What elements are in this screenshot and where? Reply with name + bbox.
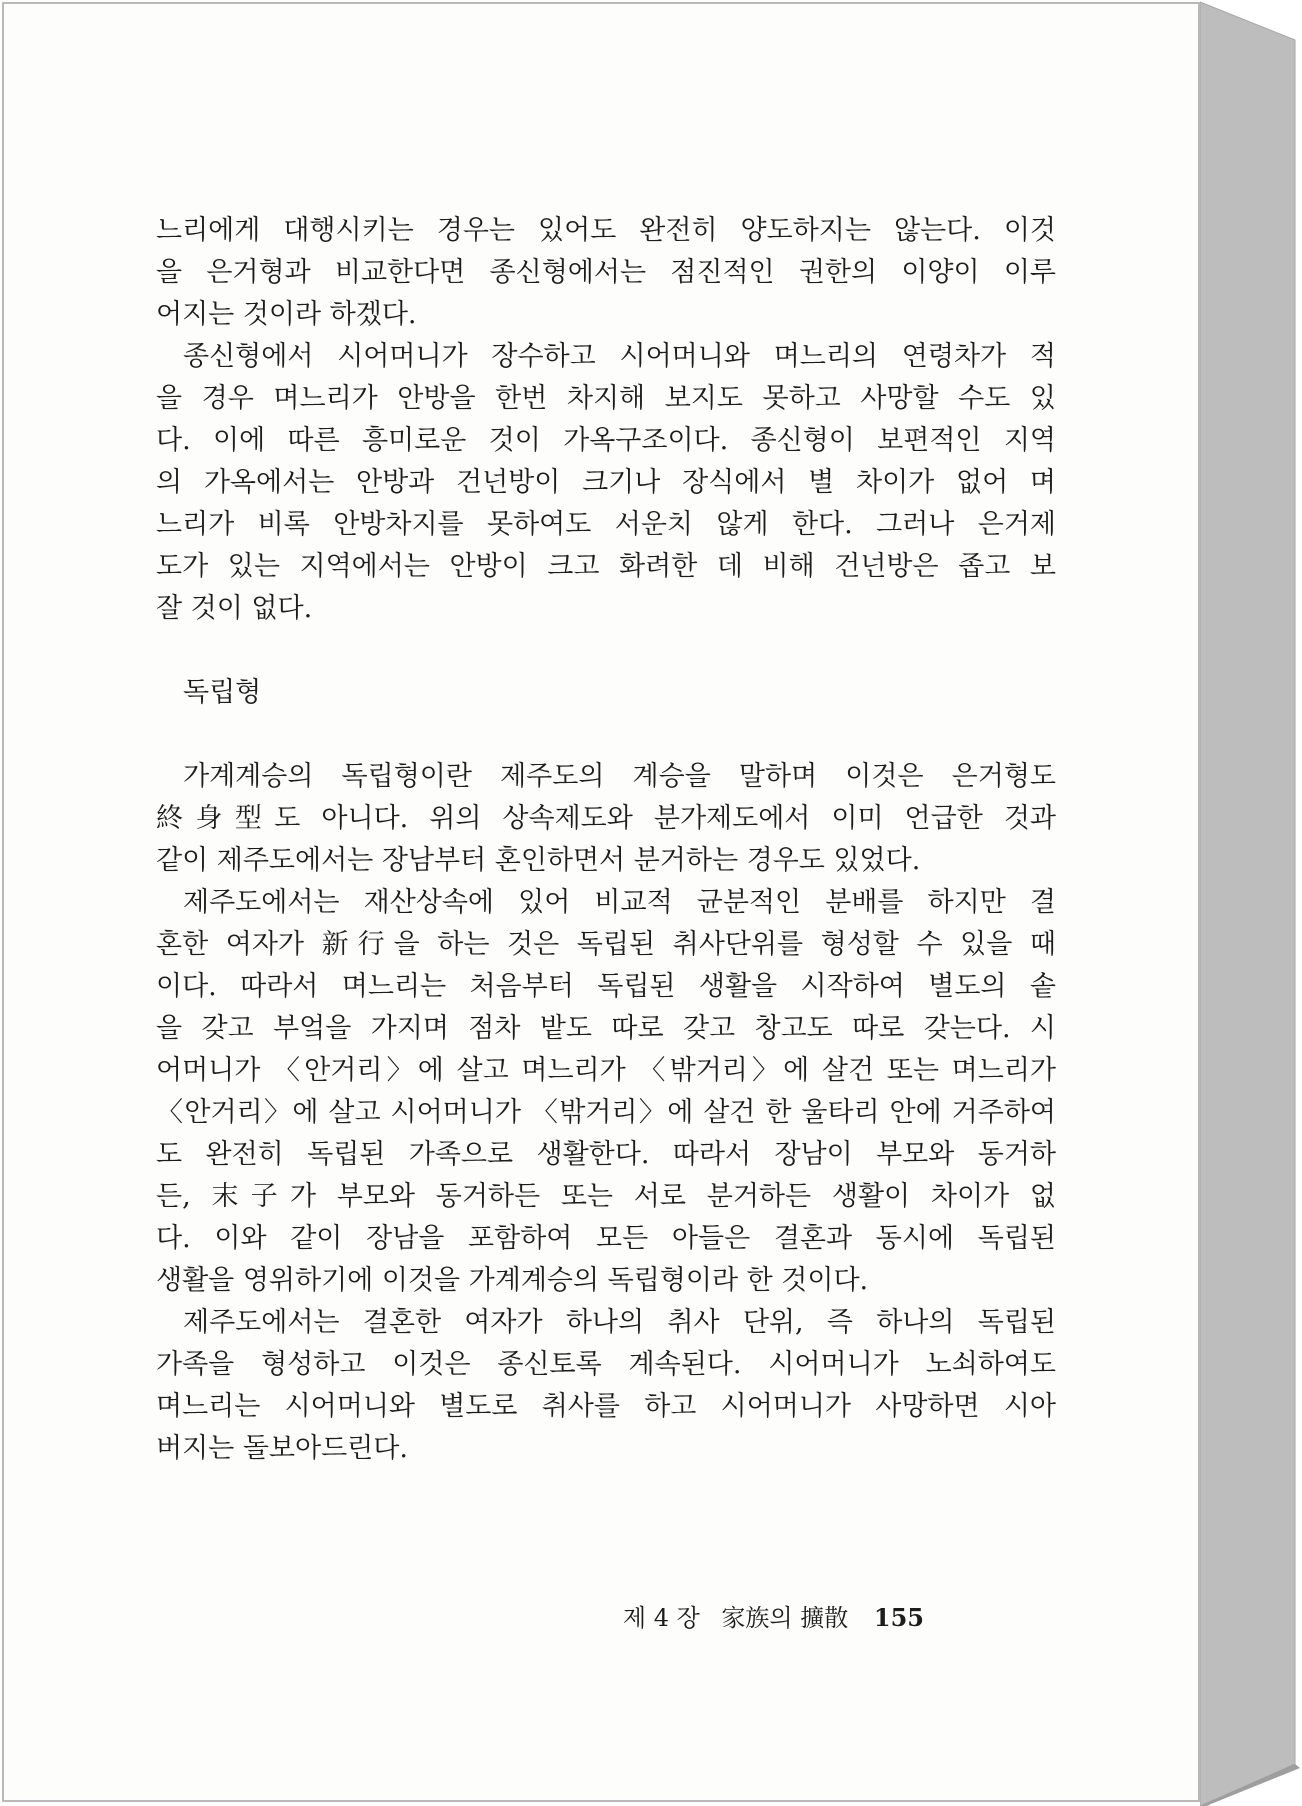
text-line: 생활을 영위하기에 이것을 가계계승의 독립형이라 한 것이다. <box>156 1265 869 1296</box>
chapter-title: 家族의 擴散 <box>721 1604 849 1632</box>
text-line: 혼한 여자가 新行을 하는 것은 독립된 취사단위를 형성할 수 있을 때 <box>156 929 1056 960</box>
paragraph <box>156 210 1056 336</box>
text-line: 終身型도 아니다. 위의 상속제도와 분가제도에서 이미 언급한 것과 <box>156 803 1056 834</box>
paragraph <box>156 336 1056 630</box>
text-line: 다. 이와 같이 장남을 포함하여 모든 아들은 결혼과 동시에 독립된 <box>156 1223 1056 1254</box>
text-line: 이다. 따라서 며느리는 처음부터 독립된 생활을 시작하여 별도의 솥 <box>156 971 1056 1002</box>
text-line: 의 가옥에서는 안방과 건넌방이 크기나 장식에서 별 차이가 없어 며 <box>156 467 1056 498</box>
text-line: 며느리는 시어머니와 별도로 취사를 하고 시어머니가 사망하면 시아 <box>156 1391 1056 1422</box>
text-line: 가계계승의 독립형이란 제주도의 계승을 말하며 이것은 은거형도 <box>183 761 1056 792</box>
text-line: 제주도에서는 재산상속에 있어 비교적 균분적인 분배를 하지만 결 <box>183 887 1056 918</box>
text-line: 느리가 비록 안방차지를 못하여도 서운치 않게 한다. 그러나 은거제 <box>156 509 1056 540</box>
text-line: 같이 제주도에서는 장남부터 혼인하면서 분거하는 경우도 있었다. <box>156 845 921 876</box>
text-line: 느리에게 대행시키는 경우는 있어도 완전히 양도하지는 않는다. 이것 <box>156 215 1056 246</box>
text-line: 잘 것이 없다. <box>156 593 313 624</box>
text-line: 제주도에서는 결혼한 여자가 하나의 취사 단위, 즉 하나의 독립된 <box>183 1307 1056 1338</box>
text-line: 을 경우 며느리가 안방을 한번 차지해 보지도 못하고 사망할 수도 있 <box>156 383 1056 414</box>
text-line: 도 완전히 독립된 가족으로 생활한다. 따라서 장남이 부모와 동거하 <box>156 1139 1056 1170</box>
spacer <box>156 630 1056 672</box>
text-line: 다. 이에 따른 흥미로운 것이 가옥구조이다. 종신형이 보편적인 지역 <box>156 425 1056 456</box>
book-edge <box>1200 0 1302 1806</box>
text-line: 버지는 돌보아드린다. <box>156 1433 408 1464</box>
section-heading: 독립형 <box>183 677 262 708</box>
page-number: 155 <box>873 1603 924 1632</box>
text-line: 을 갖고 부엌을 가지며 점차 밭도 따로 갖고 창고도 따로 갖는다. 시 <box>156 1013 1056 1044</box>
text-line: 어머니가 〈안거리〉에 살고 며느리가 〈밖거리〉에 살건 또는 며느리가 <box>156 1055 1056 1086</box>
text-line: 든, 末子가 부모와 동거하든 또는 서로 분거하든 생활이 차이가 없 <box>156 1181 1056 1212</box>
book-page <box>2 2 1200 1802</box>
body-text <box>156 210 1056 1470</box>
paragraph <box>156 1302 1056 1470</box>
text-line: 〈안거리〉에 살고 시어머니가 〈밖거리〉에 살건 한 울타리 안에 거주하여 <box>156 1097 1056 1128</box>
paragraph <box>156 756 1056 882</box>
text-line: 을 은거형과 비교한다면 종신형에서는 점진적인 권한의 이양이 이루 <box>156 257 1056 288</box>
paragraph <box>156 882 1056 1302</box>
book-edge-side <box>1200 2 1295 1806</box>
spacer <box>156 714 1056 756</box>
page-footer <box>623 1598 924 1633</box>
text-line: 종신형에서 시어머니가 장수하고 시어머니와 며느리의 연령차가 적 <box>183 341 1056 372</box>
chapter-label: 제 4 장 <box>622 1604 700 1632</box>
book-edge-graphic <box>1200 0 1302 1806</box>
text-line: 가족을 형성하고 이것은 종신토록 계속된다. 시어머니가 노쇠하여도 <box>156 1349 1056 1380</box>
text-line: 도가 있는 지역에서는 안방이 크고 화려한 데 비해 건넌방은 좁고 보 <box>156 551 1056 582</box>
text-line: 어지는 것이라 하겠다. <box>156 299 417 330</box>
